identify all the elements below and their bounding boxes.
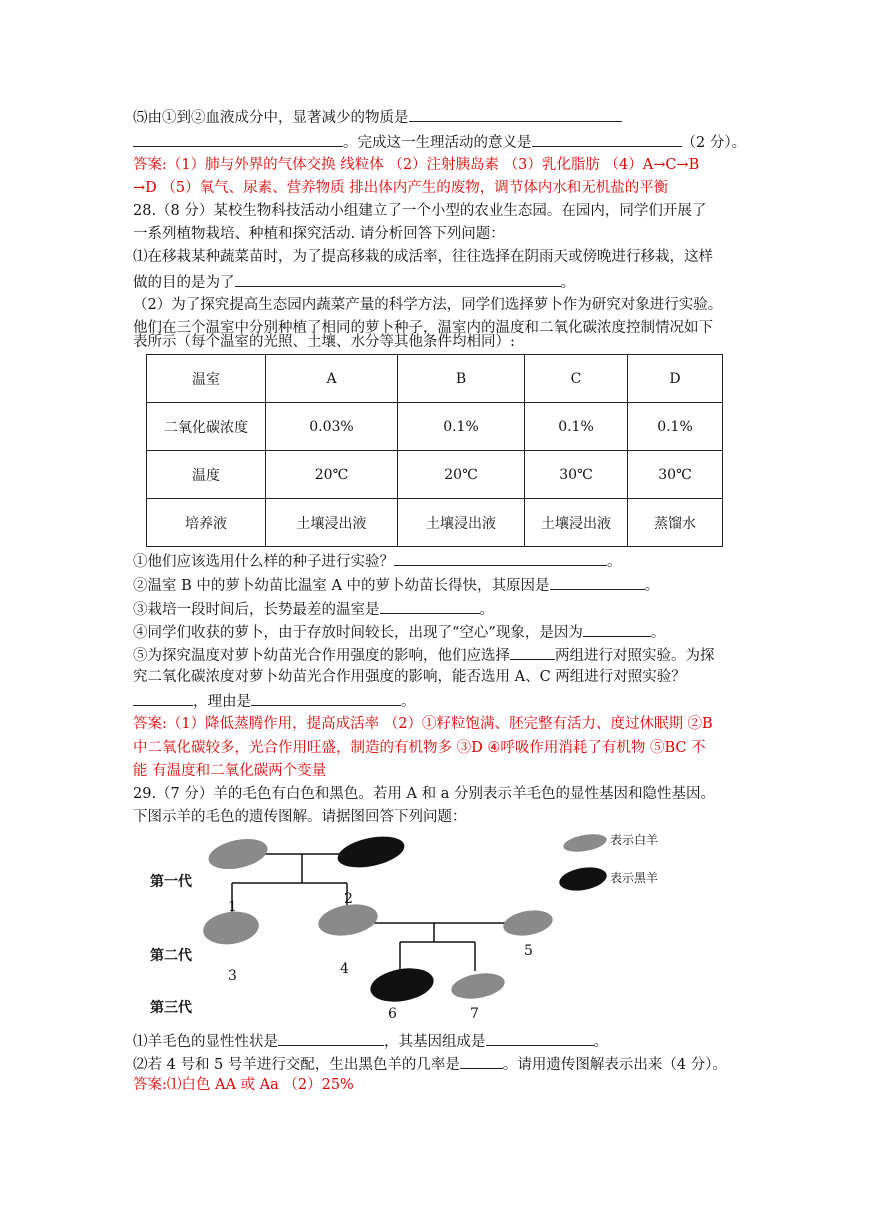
answer-blank[interactable] [550,574,645,590]
q29-sub2: ⑵若 4 号和 5 号羊进行交配，生出黑色羊的几率是 。请用遗传图解表示出来（4 分）。 [133,1053,727,1075]
sheep-number: 3 [228,968,237,984]
sheep-number: 7 [470,1006,479,1022]
table-row [147,499,723,547]
q28-sub1: ①他们应该选用什么样的种子进行实验？ 。 [133,550,622,572]
answer-blank[interactable] [133,131,343,147]
table-cell: 培养液 [147,499,266,547]
table-cell: 土壤浸出液 [266,499,398,547]
legend-white-label: 表示白羊 [610,833,659,847]
table-cell: 30℃ [525,451,628,499]
q29-line1: 29.（7 分）羊的毛色有白色和黑色。若用 A 和 a 分别表示羊毛色的显性基因和隐性基因。 [133,786,715,802]
generation-2-label: 第二代 [150,948,192,964]
table-cell: 20℃ [266,451,398,499]
q27-line1: ⑸由①到②血液成分中，显著减少的物质是 [133,106,622,128]
q28-sub2: ②温室 B 中的萝卜幼苗比温室 A 中的萝卜幼苗长得快，其原因是 。 [133,574,659,596]
answer-blank[interactable] [510,644,555,660]
table-header-cell: D [628,355,723,403]
sheep-number: 1 [228,899,237,915]
sheep-6-black [368,964,437,1007]
table-cell: 0.1% [525,403,628,451]
table-cell: 土壤浸出液 [398,499,525,547]
answer-blank[interactable] [133,690,193,706]
table-cell: 温度 [147,451,266,499]
table-row [147,451,723,499]
table-cell: 土壤浸出液 [525,499,628,547]
table-header-row [147,355,723,403]
q28-sub7: ，理由是 。 [133,690,416,712]
generation-3-label: 第三代 [150,1000,192,1016]
q29-answer: 答案:⑴白色 AA 或 Aa （2）25% [133,1077,354,1093]
table-row [147,403,723,451]
legend-black-label: 表示黑羊 [610,871,659,885]
q28-sub3: ③栽培一段时间后，长势最差的温室是 。 [133,598,494,620]
table-cell: 0.1% [628,403,723,451]
q28-sub5: ⑤为探究温度对萝卜幼苗光合作用强度的影响，他们应选择 两组进行对照实验。为探 [133,644,715,666]
answer-blank[interactable] [583,621,651,637]
answer-blank[interactable] [409,106,622,122]
sheep-number: 6 [388,1006,397,1022]
q27-answer-line1: 答案:（1）肺与外界的气体交换 线粒体 （2）注射胰岛素 （3）乳化脂肪 （4）A→C→B [133,157,700,173]
q28-sub6: 究二氧化碳浓度对萝卜幼苗光合作用强度的影响，能否选用 A、C 两组进行对照实验？ [133,669,686,685]
generation-1-label: 第一代 [150,874,192,890]
pedigree-diagram [140,825,700,1025]
sheep-number: 5 [524,943,533,959]
table-cell: 20℃ [398,451,525,499]
q28-line5: （2）为了探究提高生态园内蔬菜产量的科学方法，同学们选择萝卜作为研究对象进行实验。 [133,297,723,313]
table-cell: 30℃ [628,451,723,499]
q28-line2: 一系列植物栽培、种植和探究活动. 请分析回答下列问题： [133,226,505,242]
answer-blank[interactable] [460,1053,503,1069]
q28-answer-line2: 中二氧化碳较多，光合作用旺盛，制造的有机物多 ③D ④呼吸作用消耗了有机物 ⑤BC 不 [133,740,706,756]
table-header-cell: C [525,355,628,403]
q27-answer-line2: →D （5）氧气、尿素、营养物质 排出体内产生的废物，调节体内水和无机盐的平衡 [133,180,669,196]
q28-sub4: ④同学们收获的萝卜，由于存放时间较长，出现了“空心”现象，是因为 。 [133,621,665,643]
sheep-1-white [206,834,271,874]
answer-blank[interactable] [251,690,401,706]
table-cell: 0.03% [266,403,398,451]
table-cell: 蒸馏水 [628,499,723,547]
table-header-cell: A [266,355,398,403]
q28-line7: 表所示（每个温室的光照、土壤、水分等其他条件均相同）: [133,334,515,350]
answer-blank[interactable] [380,598,480,614]
answer-blank[interactable] [278,1030,384,1046]
answer-blank[interactable] [235,271,561,287]
q28-answer-line1: 答案:（1）降低蒸腾作用，提高成活率 （2）①籽粒饱满、胚完整有活力、度过休眠期 ②B [133,716,713,732]
answer-blank[interactable] [532,131,682,147]
pedigree-lines [140,825,700,1025]
q28-line1: 28.（8 分）某校生物科技活动小组建立了一个小型的农业生态园。在园内，同学们开展了 [133,203,707,219]
q28-answer-line3: 能 有温度和二氧化碳两个变量 [133,763,327,779]
legend-black-sheep [557,864,608,894]
sheep-number: 4 [340,961,349,977]
q27-line2: 。完成这一生理活动的意义是 （2 分）。 [133,131,746,153]
q29-sub1: ⑴羊毛色的显性性状是 ，其基因组成是 。 [133,1030,608,1052]
q29-line2: 下图示羊的毛色的遗传图解。请据图回答下列问题： [133,809,467,825]
greenhouse-table [146,354,723,547]
sheep-7-white [449,969,506,1002]
answer-blank[interactable] [486,1030,594,1046]
table-cell: 0.1% [398,403,525,451]
q28-line3: ⑴在移栽某种蔬菜苗时，为了提高移栽的成活率，往往选择在阴雨天或傍晚进行移栽，这样 [133,249,713,265]
sheep-2-black [335,831,407,873]
q28-line4: 做的目的是为了 。 [133,271,575,293]
table-header-cell: B [398,355,525,403]
sheep-5-white [501,907,554,939]
table-cell: 二氧化碳浓度 [147,403,266,451]
answer-blank[interactable] [394,550,607,566]
legend-white-sheep [562,831,608,854]
table-header-cell: 温室 [147,355,266,403]
q28-line6: 他们在三个温室中分别种植了相同的萝卜种子，温室内的温度和二氧化碳浓度控制情况如下 [133,320,713,336]
sheep-number: 2 [344,891,353,907]
